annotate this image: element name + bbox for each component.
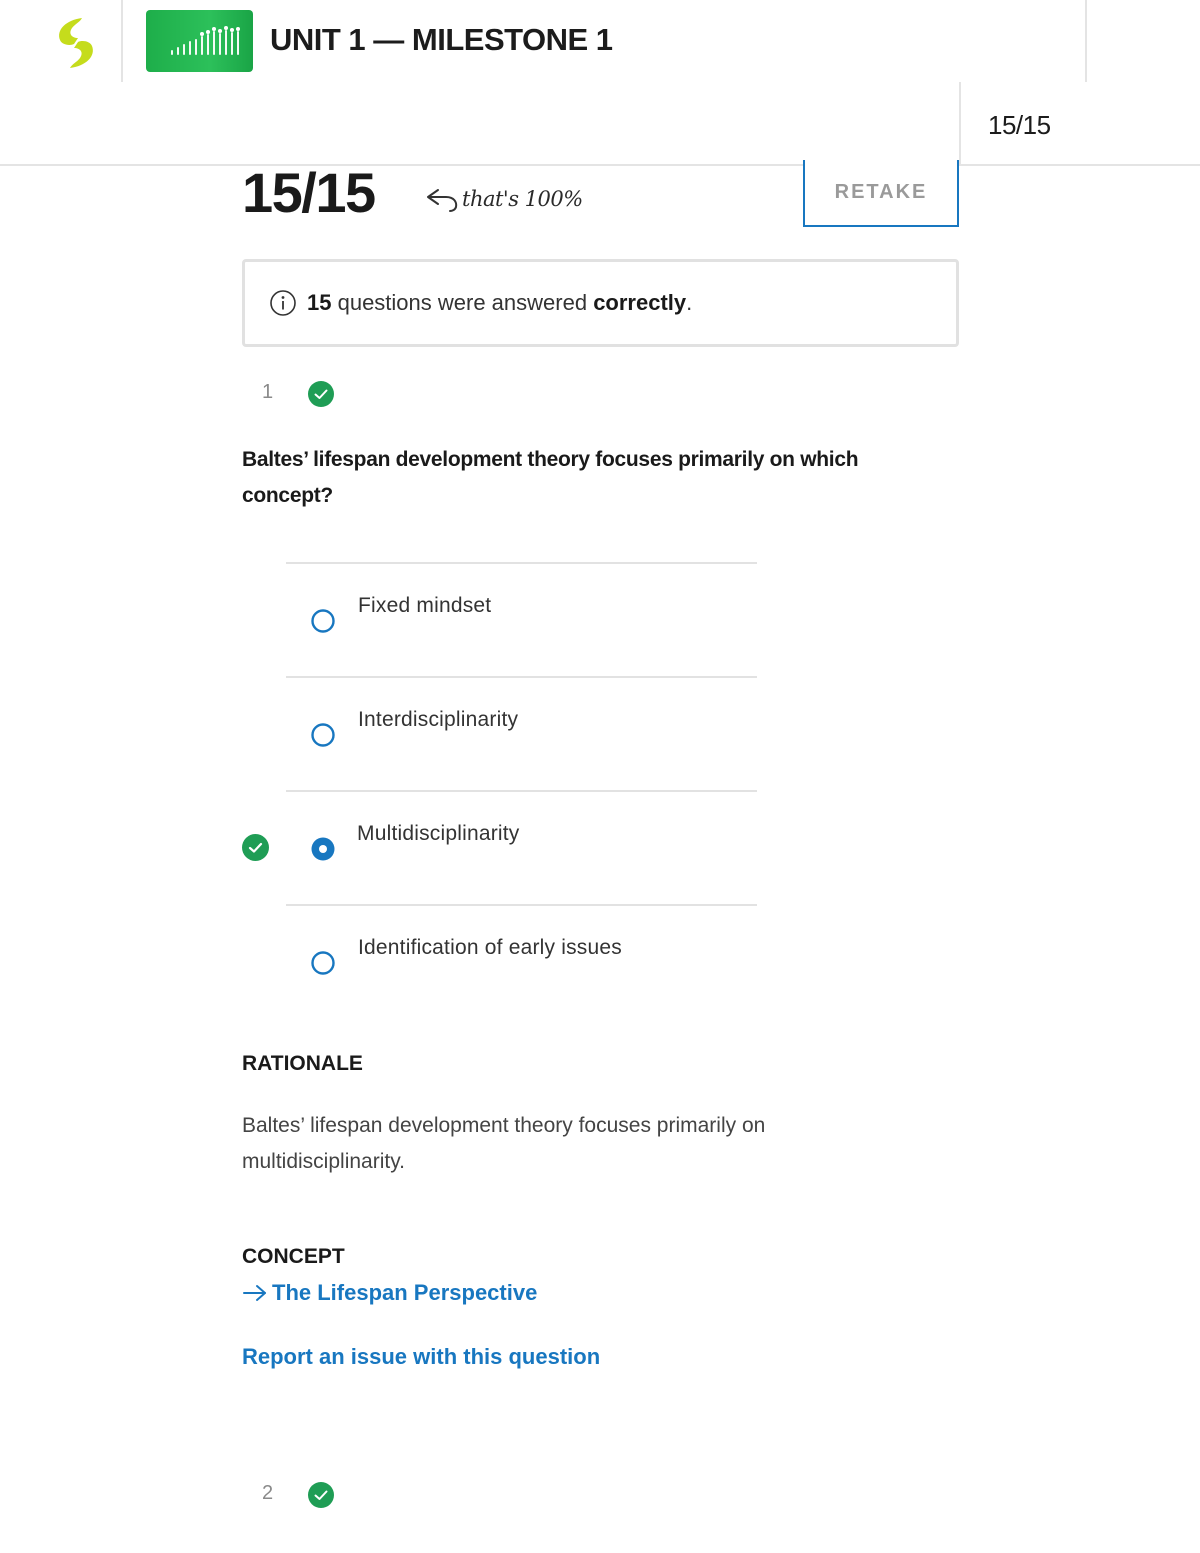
correct-check-icon	[308, 1482, 334, 1508]
score-note-text: that's 100%	[462, 187, 583, 211]
total-score: 15/15	[242, 161, 375, 224]
question-number: 2	[262, 1482, 274, 1504]
correct-count: 15	[307, 290, 332, 315]
answer-label: Multidisciplinarity	[357, 822, 520, 845]
result-info-box	[242, 259, 959, 347]
rationale-heading: RATIONALE	[242, 1052, 363, 1075]
concept-link[interactable]	[242, 1280, 537, 1306]
info-bold-word: correctly	[593, 290, 687, 315]
answer-label: Identification of early issues	[358, 936, 622, 959]
info-tail: .	[686, 290, 693, 315]
top-header	[0, 0, 1200, 82]
curved-arrow-icon	[424, 184, 460, 214]
info-middle-text: questions were answered	[331, 290, 594, 315]
answer-label: Fixed mindset	[358, 594, 492, 617]
report-issue-link[interactable]: Report an issue with this question	[242, 1344, 601, 1369]
answer-option[interactable]	[286, 562, 757, 676]
radio-unselected-icon[interactable]	[310, 608, 336, 634]
answer-option[interactable]	[286, 676, 757, 790]
sophia-logo-icon[interactable]	[52, 16, 100, 70]
page-title: UNIT 1 — MILESTONE 1	[270, 22, 613, 57]
question-number: 1	[262, 381, 274, 403]
course-thumbnail-graphic-icon	[146, 10, 253, 72]
radio-unselected-icon[interactable]	[310, 950, 336, 976]
score-divider	[959, 82, 961, 166]
arrow-right-icon	[242, 1283, 268, 1303]
concept-link-label[interactable]: The Lifespan Perspective	[272, 1280, 538, 1305]
header-divider	[1085, 0, 1087, 82]
header-score: 15/15	[988, 110, 1051, 140]
answer-label: Interdisciplinarity	[358, 708, 519, 731]
rationale-text: Baltes’ lifespan development theory focuses primarily on multidisciplinarity.	[242, 1114, 766, 1173]
correct-answer-check-icon	[242, 834, 269, 861]
concept-heading: CONCEPT	[242, 1245, 345, 1268]
course-thumbnail	[146, 10, 253, 72]
radio-unselected-icon[interactable]	[310, 722, 336, 748]
answer-option[interactable]	[286, 904, 757, 1018]
answer-list	[286, 562, 757, 1018]
radio-selected-icon[interactable]	[310, 836, 336, 862]
correct-check-icon	[308, 381, 334, 407]
header-divider	[121, 0, 123, 82]
score-note	[424, 183, 583, 215]
result-info-text	[307, 290, 692, 316]
answer-option-selected[interactable]	[286, 790, 757, 904]
question-text: Baltes’ lifespan development theory focuses primarily on which concept?	[242, 448, 859, 507]
info-icon	[269, 289, 297, 317]
retake-button[interactable]: RETAKE	[803, 160, 959, 227]
